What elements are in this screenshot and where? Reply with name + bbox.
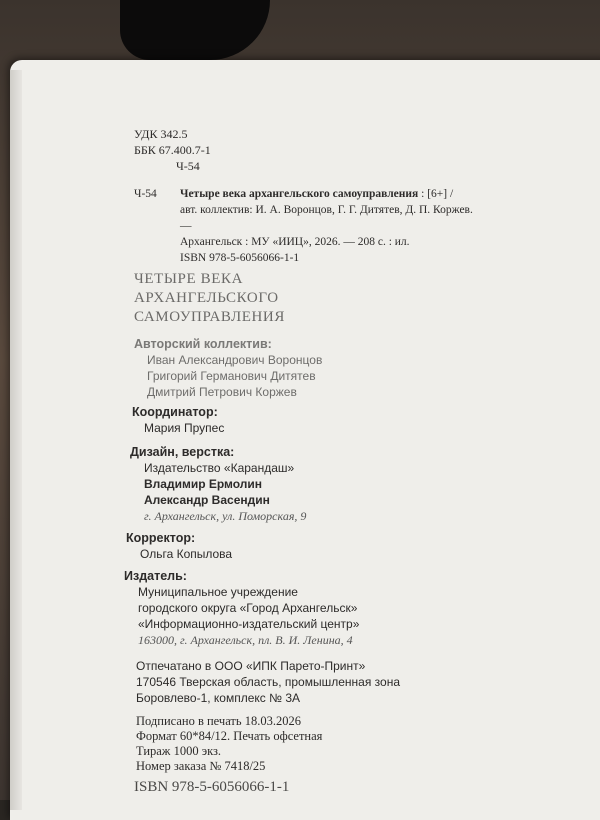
book-title	[134, 270, 285, 327]
order-number: Номер заказа № 7418/25	[136, 759, 266, 773]
coordinator-section	[132, 404, 224, 436]
printer-section	[136, 658, 400, 706]
print-run: Тираж 1000 экз.	[136, 744, 222, 758]
bbk-code: ББК 67.400.7-1	[134, 143, 211, 157]
corrector-heading: Корректор:	[126, 531, 196, 545]
design-section	[130, 444, 306, 525]
isbn-footer: ISBN 978-5-6056066-1-1	[134, 779, 290, 795]
book-title-line-1: ЧЕТЫРЕ ВЕКА	[134, 271, 244, 287]
catalog-line-3: Архангельск : МУ «ИИЦ», 2026. — 208 с. : ил.	[180, 236, 410, 248]
catalog-title-line	[180, 186, 480, 202]
book-title-line-3: САМОУПРАВЛЕНИЯ	[134, 309, 285, 325]
udk-code: УДК 342.5	[134, 127, 188, 141]
print-info-section	[136, 714, 322, 774]
printer-line-1: Отпечатано в ООО «ИПК Парето-Принт»	[136, 659, 366, 673]
designer-name: Александр Васендин	[144, 493, 270, 507]
design-heading: Дизайн, верстка:	[130, 445, 235, 459]
authors-heading: Авторский коллектив:	[134, 337, 272, 351]
author-name: Григорий Германович Дитятев	[147, 369, 316, 383]
catalog-code: Ч-54	[134, 188, 157, 200]
signed-date: Подписано в печать 18.03.2026	[136, 714, 301, 728]
catalog-isbn: ISBN 978-5-6056066-1-1	[180, 252, 300, 264]
page-edge	[10, 70, 22, 810]
publisher-section	[124, 568, 359, 649]
author-name: Дмитрий Петрович Коржев	[147, 385, 297, 399]
authors-section	[134, 336, 322, 400]
publisher-heading: Издатель:	[124, 569, 187, 583]
author-name: Иван Александрович Воронцов	[147, 353, 323, 367]
print-format: Формат 60*84/12. Печать офсетная	[136, 729, 323, 743]
coordinator-heading: Координатор:	[132, 405, 218, 419]
publisher-line-3: «Информационно-издательский центр»	[138, 617, 360, 631]
designer-name: Владимир Ермолин	[144, 477, 263, 491]
catalog-title: Четыре века архангельского самоуправления	[180, 188, 419, 200]
udk-block	[134, 126, 211, 174]
corrector-name: Ольга Копылова	[140, 547, 233, 561]
book-page	[10, 60, 600, 820]
design-address: г. Архангельск, ул. Поморская, 9	[144, 509, 307, 523]
author-mark: Ч-54	[176, 159, 200, 173]
corrector-section	[126, 530, 232, 562]
publisher-line-1: Муниципальное учреждение	[138, 585, 298, 599]
publisher-address: 163000, г. Архангельск, пл. В. И. Ленина, 4	[138, 633, 353, 647]
design-studio: Издательство «Карандаш»	[144, 461, 295, 475]
coordinator-name: Мария Прупес	[144, 421, 225, 435]
catalog-title-rest: : [6+] /	[418, 188, 454, 200]
catalog-line-2: авт. коллектив: И. А. Воронцов, Г. Г. Дитятев, Д. П. Коржев. —	[180, 204, 473, 232]
printer-line-3: Боровлево-1, комплекс № 3А	[136, 691, 301, 705]
publisher-line-2: городского округа «Город Архангельск»	[138, 601, 358, 615]
book-title-line-2: АРХАНГЕЛЬСКОГО	[134, 290, 279, 306]
printer-line-2: 170546 Тверская область, промышленная зона	[136, 675, 401, 689]
